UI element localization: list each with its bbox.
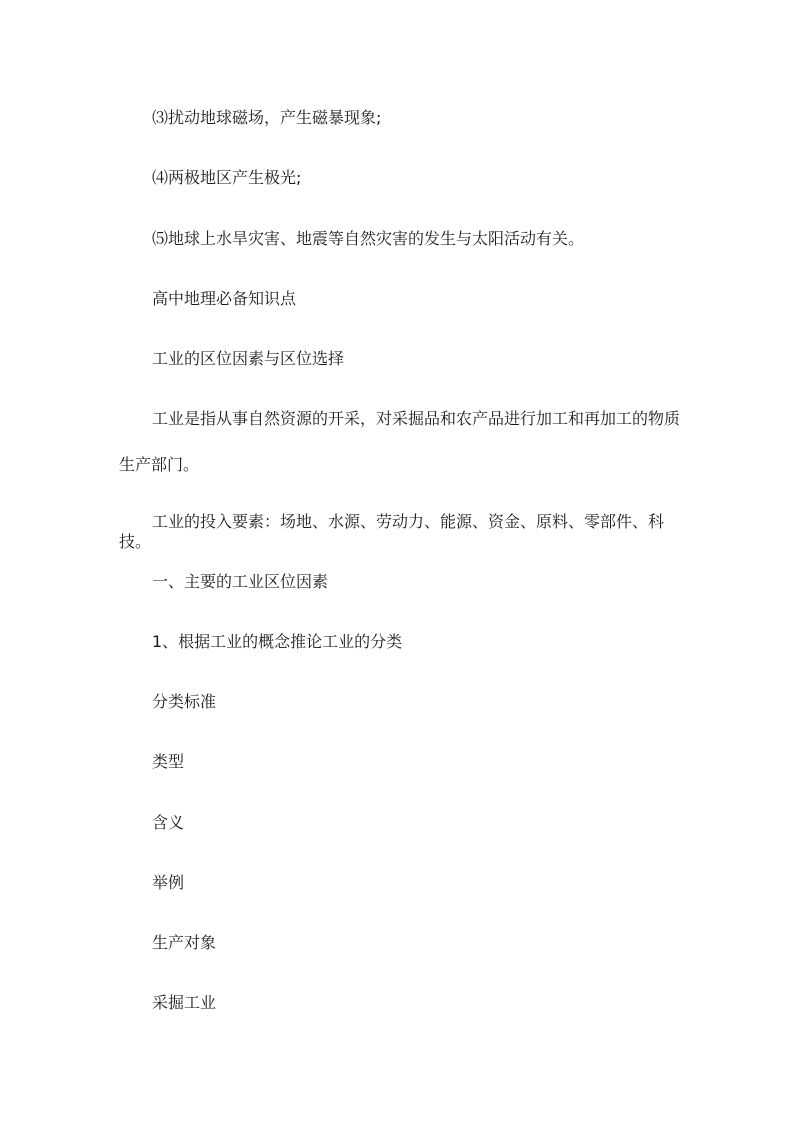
table-cell-meaning: 含义 bbox=[152, 813, 185, 832]
paragraph-classification: 1、根据工业的概念推论工业的分类 bbox=[152, 632, 403, 651]
table-cell-extractive-industry: 采掘工业 bbox=[152, 993, 217, 1012]
paragraph-industry-inputs: 工业的投入要素：场地、水源、劳动力、能源、资金、原料、零部件、科技。 bbox=[119, 512, 665, 551]
paragraph-magnetic-storm: ⑶扰动地球磁场，产生磁暴现象; bbox=[152, 108, 382, 127]
table-cell-type: 类型 bbox=[152, 752, 185, 771]
table-cell-classification-standard: 分类标准 bbox=[152, 692, 217, 711]
section-heading-industry-location: 工业的区位因素与区位选择 bbox=[152, 349, 345, 368]
section-heading-location-factors: 一、主要的工业区位因素 bbox=[152, 572, 329, 591]
table-cell-production-object: 生产对象 bbox=[152, 933, 217, 952]
paragraph-natural-disasters: ⑸地球上水旱灾害、地震等自然灾害的发生与太阳活动有关。 bbox=[152, 229, 585, 248]
section-heading-knowledge: 高中地理必备知识点 bbox=[152, 289, 297, 308]
table-cell-example: 举例 bbox=[152, 873, 185, 892]
paragraph-industry-definition: 工业是指从事自然资源的开采，对采掘品和农产品进行加工和再加工的物质生产部门。 bbox=[119, 409, 681, 474]
paragraph-aurora: ⑷两极地区产生极光; bbox=[152, 168, 302, 187]
